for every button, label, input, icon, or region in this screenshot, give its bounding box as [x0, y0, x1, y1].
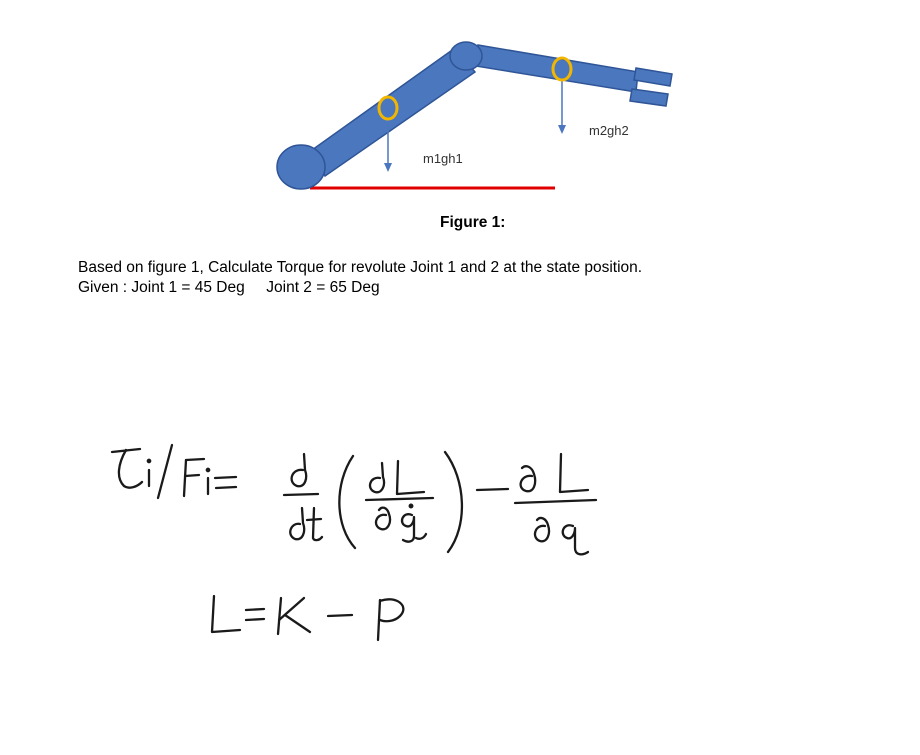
- question-line-2: Given : Joint 1 = 45 Deg Joint 2 = 65 Deg: [78, 279, 380, 296]
- question-line-1: Based on figure 1, Calculate Torque for revolute Joint 1 and 2 at the state position.: [78, 259, 643, 276]
- handwritten-equation-2: [212, 596, 403, 640]
- handwritten-equation-1: [112, 445, 596, 554]
- figure-caption: Figure 1:: [440, 214, 506, 231]
- label-m1gh1: m1gh1: [423, 151, 463, 166]
- label-m2gh2: m2gh2: [589, 123, 629, 138]
